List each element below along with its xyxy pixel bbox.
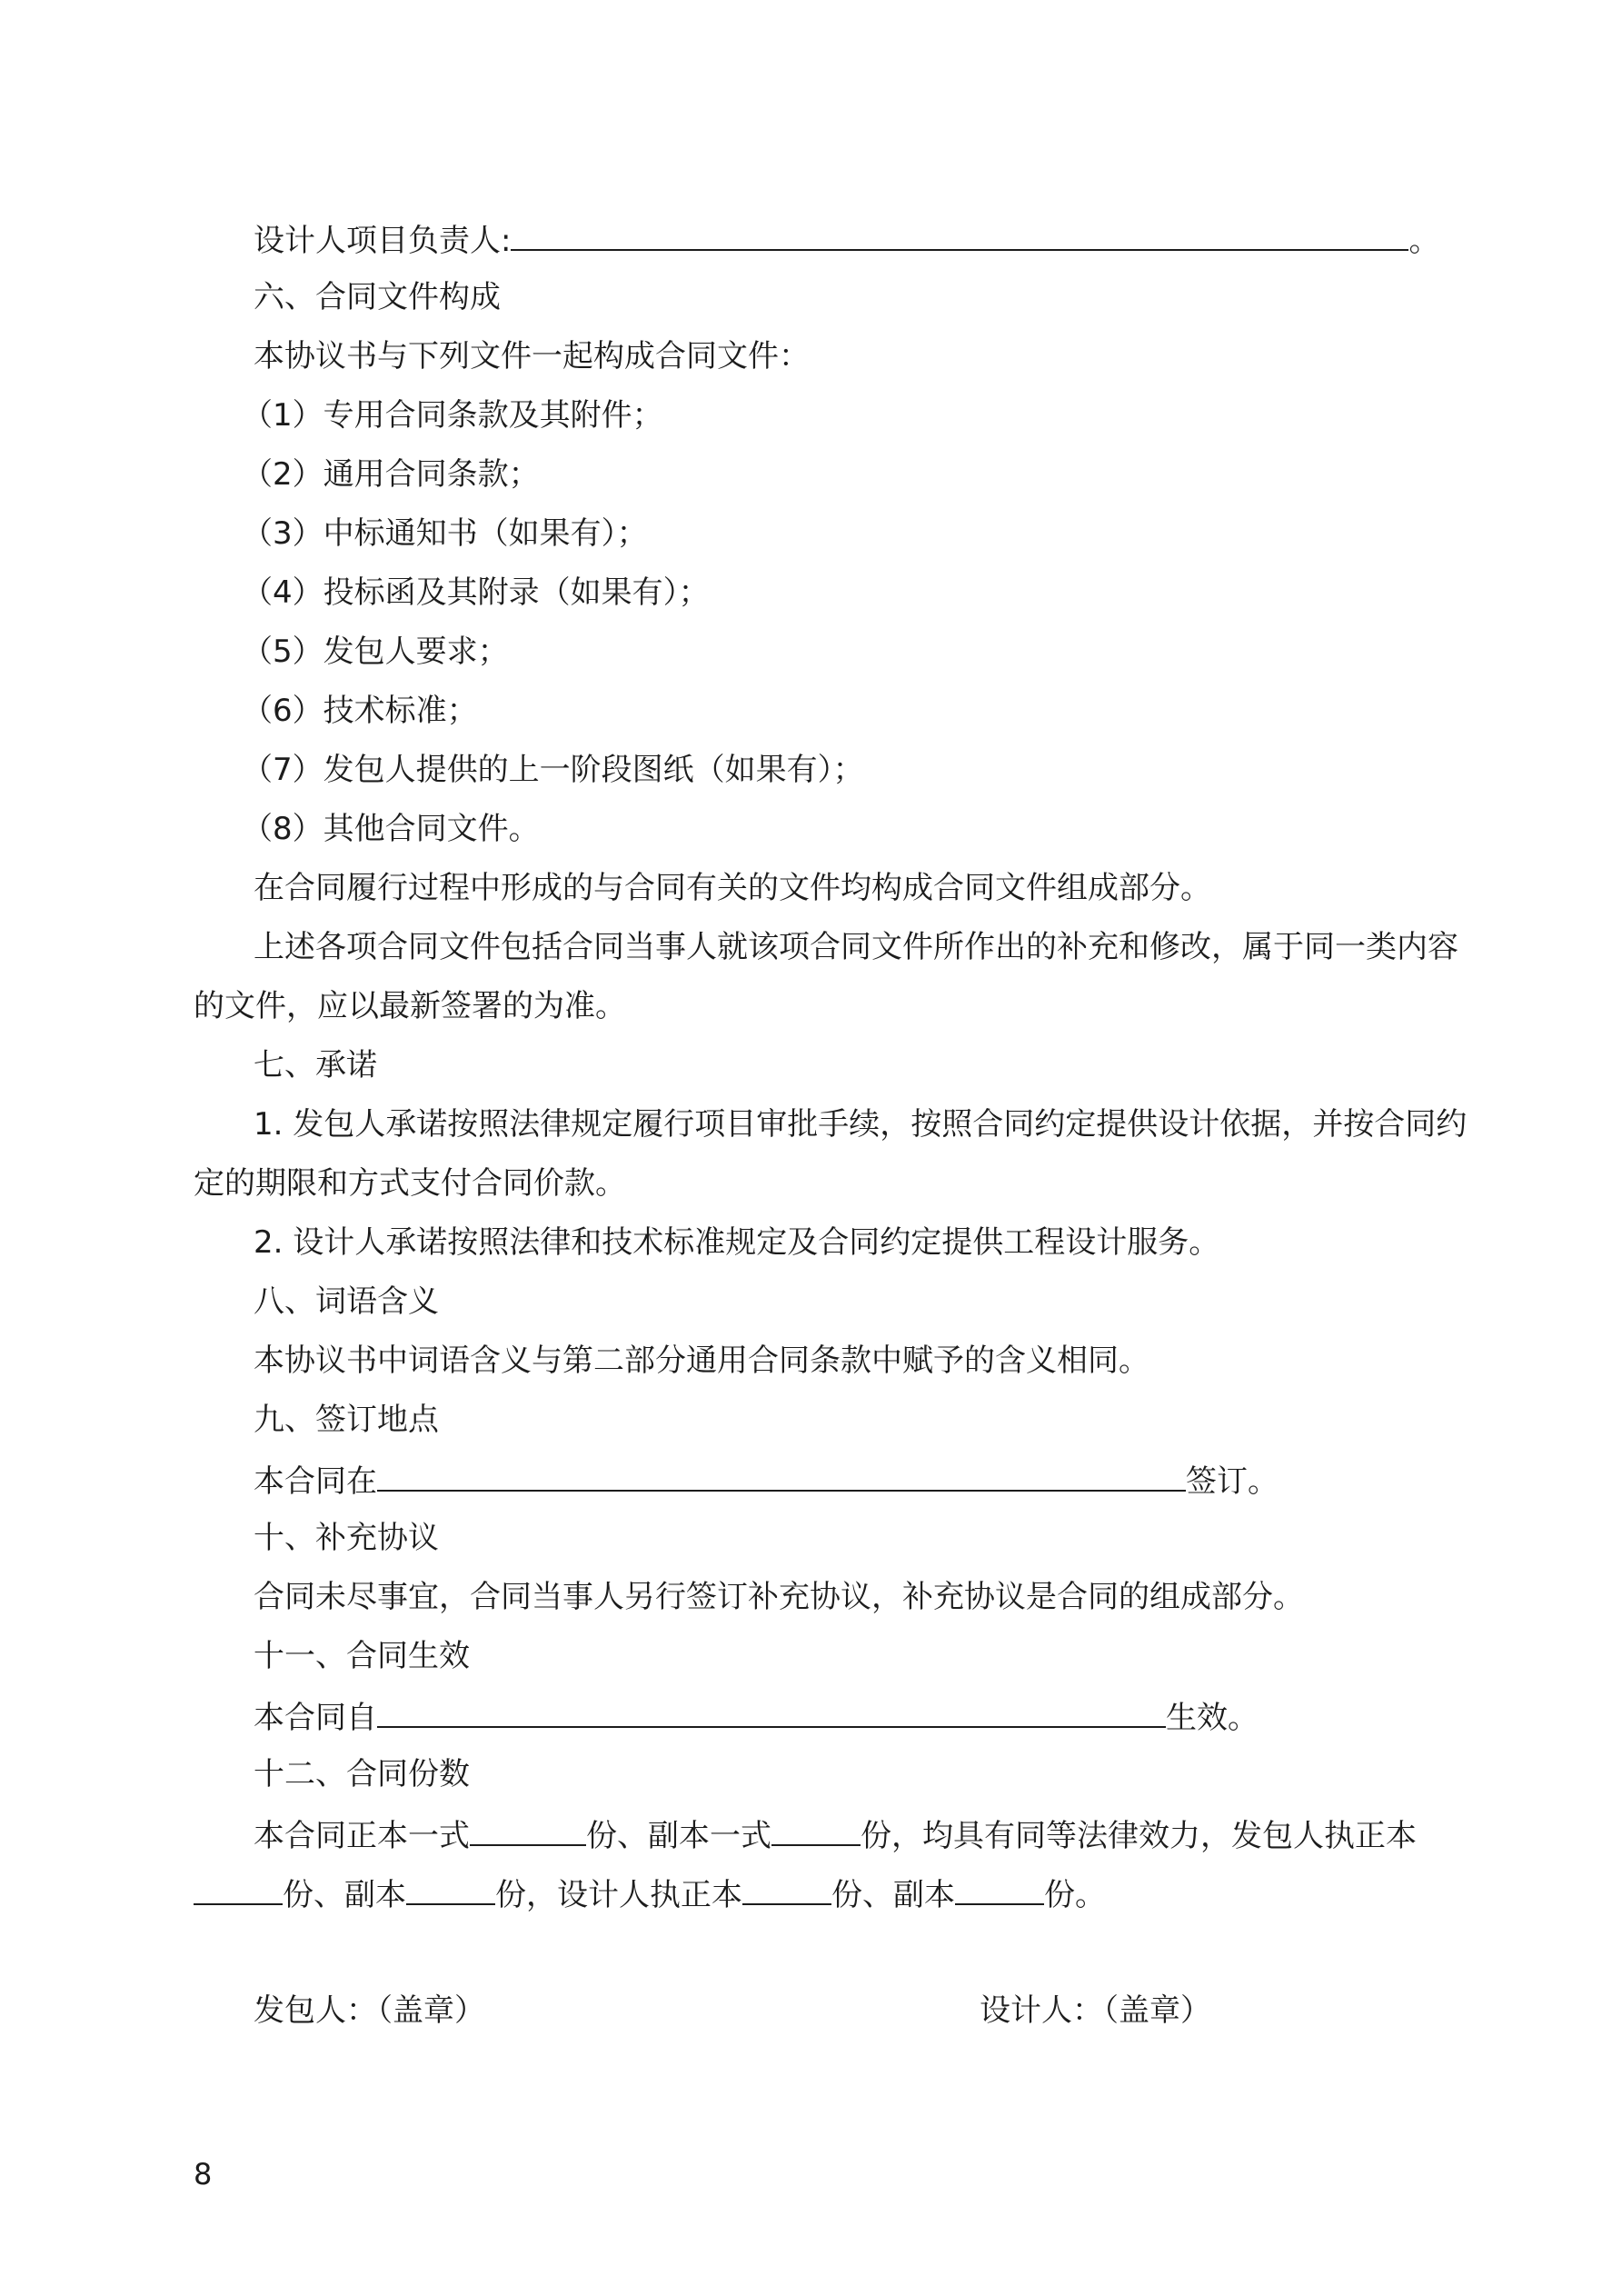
section-7-p1-line2: 定的期限和方式支付合同价款。 bbox=[194, 1165, 626, 1202]
copies-line-2 bbox=[194, 1874, 1106, 1913]
duplicate-count-blank[interactable] bbox=[771, 1815, 861, 1846]
section-12-heading: 十二、合同份数 bbox=[254, 1756, 470, 1792]
doc-item-4: （4）投标函及其附录（如果有）； bbox=[242, 574, 710, 611]
employer-duplicate-blank[interactable] bbox=[406, 1874, 495, 1905]
employer-original-blank[interactable] bbox=[194, 1874, 283, 1905]
doc-item-3: （3）中标通知书（如果有）； bbox=[242, 515, 648, 552]
copies-text-c: 份，均具有同等法律效力，发包人执正本 bbox=[861, 1818, 1417, 1854]
section-10-heading: 十、补充协议 bbox=[254, 1520, 439, 1556]
section-6-heading: 六、合同文件构成 bbox=[254, 279, 501, 315]
signing-place-pre: 本合同在 bbox=[254, 1463, 377, 1500]
section-6-para2-line1: 上述各项合同文件包括合同当事人就该项合同文件所作出的补充和修改，属于同一类内容 bbox=[254, 929, 1458, 965]
designer-lead-blank[interactable] bbox=[511, 220, 1408, 251]
effective-line bbox=[254, 1697, 1259, 1736]
signing-place-line bbox=[254, 1461, 1279, 1500]
signing-place-blank[interactable] bbox=[377, 1461, 1186, 1492]
effective-blank[interactable] bbox=[377, 1697, 1166, 1728]
designer-lead-label: 设计人项目负责人: bbox=[254, 223, 512, 259]
signing-place-post: 签订。 bbox=[1186, 1463, 1279, 1500]
section-8-heading: 八、词语含义 bbox=[254, 1283, 439, 1320]
doc-item-2: （2）通用合同条款； bbox=[242, 456, 540, 493]
employer-signature: 发包人：（盖章） bbox=[254, 1992, 485, 2029]
section-6-para2-line2: 的文件，应以最新签署的为准。 bbox=[194, 988, 626, 1024]
section-6-intro: 本协议书与下列文件一起构成合同文件： bbox=[254, 338, 810, 374]
copies-line-1 bbox=[254, 1815, 1417, 1854]
copies-text-e: 份，设计人执正本 bbox=[495, 1877, 742, 1913]
section-9-heading: 九、签订地点 bbox=[254, 1402, 439, 1438]
section-6-para1: 在合同履行过程中形成的与合同有关的文件均构成合同文件组成部分。 bbox=[254, 870, 1211, 906]
doc-item-1: （1）专用合同条款及其附件； bbox=[242, 397, 663, 434]
doc-item-8: （8）其他合同文件。 bbox=[242, 811, 540, 847]
designer-signature: 设计人：（盖章） bbox=[980, 1992, 1211, 2029]
copies-text-a: 本合同正本一式 bbox=[254, 1818, 470, 1854]
effective-pre: 本合同自 bbox=[254, 1700, 377, 1736]
designer-lead-line bbox=[254, 220, 1439, 259]
doc-item-5: （5）发包人要求； bbox=[242, 634, 509, 670]
section-11-heading: 十一、合同生效 bbox=[254, 1638, 470, 1674]
section-7-p1-line1: 1. 发包人承诺按照法律规定履行项目审批手续，按照合同约定提供设计依据，并按合同约 bbox=[254, 1106, 1468, 1143]
doc-item-7: （7）发包人提供的上一阶段图纸（如果有）； bbox=[242, 752, 864, 788]
page-number: 8 bbox=[194, 2157, 213, 2191]
doc-item-6: （6）技术标准； bbox=[242, 693, 478, 729]
section-7-heading: 七、承诺 bbox=[254, 1047, 377, 1083]
copies-text-b: 份、副本一式 bbox=[586, 1818, 771, 1854]
original-count-blank[interactable] bbox=[470, 1815, 586, 1846]
effective-post: 生效。 bbox=[1166, 1700, 1259, 1736]
copies-text-g: 份。 bbox=[1044, 1877, 1106, 1913]
copies-text-f: 份、副本 bbox=[831, 1877, 955, 1913]
period: 。 bbox=[1408, 223, 1440, 259]
section-7-p2: 2. 设计人承诺按照法律和技术标准规定及合同约定提供工程设计服务。 bbox=[254, 1224, 1220, 1261]
designer-original-blank[interactable] bbox=[742, 1874, 831, 1905]
section-8-text: 本协议书中词语含义与第二部分通用合同条款中赋予的含义相同。 bbox=[254, 1343, 1149, 1379]
designer-duplicate-blank[interactable] bbox=[955, 1874, 1044, 1905]
copies-text-d: 份、副本 bbox=[283, 1877, 406, 1913]
section-10-text: 合同未尽事宜，合同当事人另行签订补充协议，补充协议是合同的组成部分。 bbox=[254, 1579, 1304, 1615]
